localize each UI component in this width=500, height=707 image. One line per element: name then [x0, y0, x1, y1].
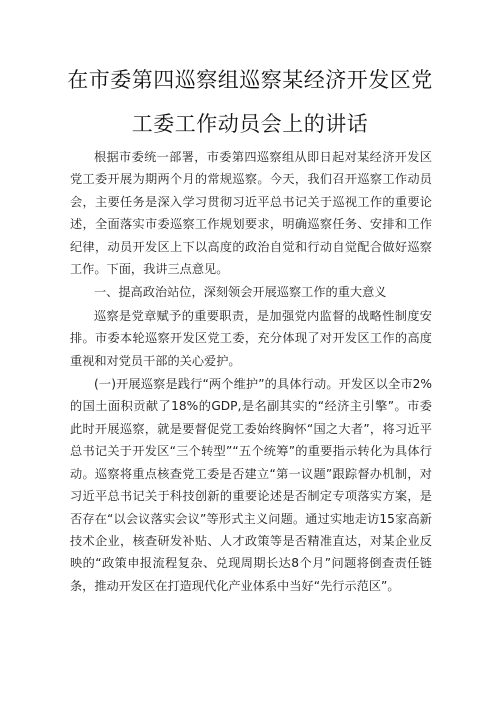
document-title-line-2: 工委工作动员会上的讲话: [131, 112, 369, 136]
section-heading-1: 一、提高政治站位，深刻领会开展巡察工作的重大意义: [94, 285, 387, 300]
document-title-line-1: 在市委第四巡察组巡察某经济开发区党: [67, 68, 433, 92]
intro-paragraph: 根据市委统一部署，市委第四巡察组从即日起对某经济开发区党工委开展为期两个月的常规巡察。今天，我们召开巡察工作动员会，主要任务是深入学习贯彻习近平总书记关于巡视工作的重要论述，全面落实市委巡察工作规划要求，明确巡察任务、安排和工作纪律，动员开发区上下以高度的政治自觉和行动自觉配合做好巡察工作。下面，我讲三点意见。: [70, 150, 432, 277]
body-paragraph: 巡察是党章赋予的重要职责，是加强党内监督的战略性制度安排。市委本轮巡察开发区党工委，充分体现了对开发区工作的高度重视和对党员干部的关心爱护。: [70, 308, 432, 368]
document-body: [70, 146, 432, 597]
subsection-paragraph-1: (一)开展巡察是践行“两个维护”的具体行动。开发区以全市2%的国土面积贡献了18%的GDP,是名副其实的“经济主引擎”。市委此时开展巡察，就是要督促党工委始终胸怀“国之大者”，将习近平总书记关于开发区“三个转型”“五个统筹”的重要指示转化为具体行动。巡察将重点核查党工委是否建立“第一议题”跟踪督办机制，对习近平总书记关于科技创新的重要论述是否制定专项落实方案，是否存在“以会议落实会议”等形式主义问题。通过实地走访15家高新技术企业，核查研发补贴、人才政策等是否精准直达，对某企业反映的“政策申报流程复杂、兑现周期长达8个月”问题将倒查责任链条，推动开发区在打造现代化产业体系中当好“先行示范区”。: [70, 377, 432, 593]
